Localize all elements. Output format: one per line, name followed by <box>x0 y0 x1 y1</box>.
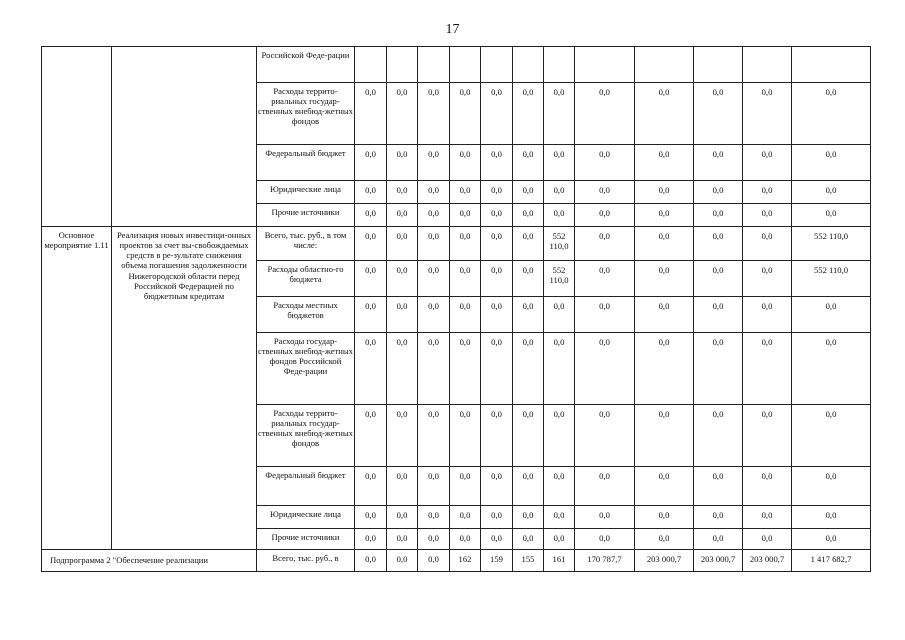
source-cell: Расходы областно-го бюджета <box>257 261 355 297</box>
value-cell: 0,0 <box>355 227 387 261</box>
source-cell: Федеральный бюджет <box>257 145 355 181</box>
value-cell: 0,0 <box>387 261 418 297</box>
source-cell: Российской Феде-рации <box>257 47 355 83</box>
value-cell: 0,0 <box>635 204 694 227</box>
value-cell <box>694 47 743 83</box>
value-cell <box>355 47 387 83</box>
value-cell: 0,0 <box>694 405 743 467</box>
value-cell: 0,0 <box>387 550 418 572</box>
table-row <box>42 227 871 261</box>
source-cell: Прочие источники <box>257 529 355 550</box>
value-cell: 0,0 <box>355 297 387 333</box>
value-cell: 0,0 <box>544 333 575 405</box>
value-cell: 552 110,0 <box>544 227 575 261</box>
value-cell: 0,0 <box>792 181 871 204</box>
value-cell: 0,0 <box>450 467 481 506</box>
value-cell: 0,0 <box>694 467 743 506</box>
value-cell: 0,0 <box>418 333 450 405</box>
value-cell: 0,0 <box>418 145 450 181</box>
measure-code: Основное мероприятие 1.11 <box>42 227 112 550</box>
value-cell: 0,0 <box>792 297 871 333</box>
value-cell: 0,0 <box>418 83 450 145</box>
value-cell: 0,0 <box>544 83 575 145</box>
value-cell: 0,0 <box>418 204 450 227</box>
value-cell: 203 000,7 <box>743 550 792 572</box>
value-cell: 0,0 <box>544 529 575 550</box>
value-cell: 0,0 <box>387 506 418 529</box>
source-cell: Расходы террито-риальных государ-ственных внебюд-жетных фондов <box>257 83 355 145</box>
value-cell: 0,0 <box>355 405 387 467</box>
value-cell: 0,0 <box>481 204 513 227</box>
value-cell: 0,0 <box>743 204 792 227</box>
value-cell: 0,0 <box>635 83 694 145</box>
value-cell: 0,0 <box>418 227 450 261</box>
value-cell: 0,0 <box>635 529 694 550</box>
value-cell: 0,0 <box>513 204 544 227</box>
value-cell: 552 110,0 <box>792 261 871 297</box>
value-cell: 0,0 <box>355 550 387 572</box>
value-cell: 0,0 <box>355 83 387 145</box>
value-cell: 0,0 <box>694 506 743 529</box>
value-cell: 0,0 <box>635 181 694 204</box>
value-cell: 0,0 <box>694 181 743 204</box>
value-cell: 0,0 <box>387 333 418 405</box>
empty-cell <box>112 47 257 227</box>
value-cell <box>450 47 481 83</box>
value-cell: 0,0 <box>694 145 743 181</box>
value-cell: 0,0 <box>387 227 418 261</box>
value-cell: 0,0 <box>635 227 694 261</box>
value-cell: 0,0 <box>481 261 513 297</box>
source-cell: Расходы местных бюджетов <box>257 297 355 333</box>
value-cell: 0,0 <box>575 405 635 467</box>
value-cell: 0,0 <box>743 467 792 506</box>
table-row <box>42 550 871 572</box>
value-cell: 0,0 <box>575 145 635 181</box>
value-cell: 0,0 <box>418 529 450 550</box>
source-cell: Всего, тыс. руб., в <box>257 550 355 572</box>
value-cell: 0,0 <box>513 181 544 204</box>
value-cell: 0,0 <box>481 83 513 145</box>
value-cell: 0,0 <box>635 145 694 181</box>
value-cell <box>635 47 694 83</box>
value-cell: 0,0 <box>387 405 418 467</box>
value-cell: 0,0 <box>743 83 792 145</box>
value-cell: 0,0 <box>513 83 544 145</box>
value-cell: 0,0 <box>387 204 418 227</box>
value-cell: 0,0 <box>694 261 743 297</box>
value-cell: 0,0 <box>544 181 575 204</box>
source-cell: Расходы террито-риальных государ-ственных внебюд-жетных фондов <box>257 405 355 467</box>
value-cell: 0,0 <box>418 297 450 333</box>
value-cell: 0,0 <box>792 204 871 227</box>
value-cell: 0,0 <box>792 405 871 467</box>
value-cell: 0,0 <box>743 181 792 204</box>
value-cell: 0,0 <box>418 467 450 506</box>
value-cell: 0,0 <box>743 145 792 181</box>
value-cell: 0,0 <box>635 333 694 405</box>
value-cell: 0,0 <box>513 467 544 506</box>
value-cell: 0,0 <box>694 204 743 227</box>
value-cell: 0,0 <box>355 261 387 297</box>
value-cell: 0,0 <box>544 405 575 467</box>
value-cell: 0,0 <box>575 261 635 297</box>
value-cell: 0,0 <box>387 467 418 506</box>
value-cell: 0,0 <box>450 83 481 145</box>
value-cell: 0,0 <box>450 145 481 181</box>
value-cell: 162 <box>450 550 481 572</box>
value-cell: 0,0 <box>387 181 418 204</box>
value-cell: 0,0 <box>450 333 481 405</box>
value-cell: 0,0 <box>450 297 481 333</box>
value-cell: 0,0 <box>575 506 635 529</box>
value-cell: 0,0 <box>418 506 450 529</box>
value-cell: 0,0 <box>450 529 481 550</box>
value-cell: 0,0 <box>387 83 418 145</box>
value-cell: 0,0 <box>544 297 575 333</box>
value-cell: 0,0 <box>575 467 635 506</box>
value-cell: 0,0 <box>743 405 792 467</box>
value-cell: 0,0 <box>481 529 513 550</box>
value-cell: 0,0 <box>513 261 544 297</box>
budget-table <box>41 46 871 572</box>
value-cell: 0,0 <box>544 506 575 529</box>
value-cell: 0,0 <box>513 405 544 467</box>
page-number: 17 <box>445 22 460 37</box>
source-cell: Юридические лица <box>257 506 355 529</box>
value-cell: 155 <box>513 550 544 572</box>
value-cell: 0,0 <box>450 181 481 204</box>
value-cell: 0,0 <box>575 333 635 405</box>
value-cell: 0,0 <box>694 297 743 333</box>
value-cell: 0,0 <box>450 261 481 297</box>
source-cell: Прочие источники <box>257 204 355 227</box>
value-cell <box>481 47 513 83</box>
source-cell: Расходы государ-ственных внебюд-жетных фондов Российской Феде-рации <box>257 333 355 405</box>
value-cell: 0,0 <box>792 333 871 405</box>
value-cell: 0,0 <box>743 297 792 333</box>
measure-description: Реализация новых инвестици-онных проектов за счет вы-свобождаемых средств в ре-зультате снижения объема погашения задолженности Нижегородской области перед Российской Федерацией по бюджетным кредитам <box>112 227 257 550</box>
value-cell: 0,0 <box>635 467 694 506</box>
value-cell: 0,0 <box>481 506 513 529</box>
value-cell: 0,0 <box>513 297 544 333</box>
value-cell: 0,0 <box>694 529 743 550</box>
value-cell: 0,0 <box>694 83 743 145</box>
value-cell: 159 <box>481 550 513 572</box>
value-cell: 0,0 <box>355 467 387 506</box>
empty-cell <box>42 47 112 227</box>
value-cell: 0,0 <box>792 145 871 181</box>
value-cell: 0,0 <box>743 227 792 261</box>
value-cell: 0,0 <box>418 181 450 204</box>
value-cell: 0,0 <box>387 145 418 181</box>
value-cell: 0,0 <box>418 261 450 297</box>
value-cell: 0,0 <box>575 297 635 333</box>
value-cell: 0,0 <box>481 405 513 467</box>
value-cell: 0,0 <box>513 145 544 181</box>
value-cell: 203 000,7 <box>635 550 694 572</box>
value-cell: 0,0 <box>481 227 513 261</box>
value-cell: 0,0 <box>387 297 418 333</box>
value-cell: 0,0 <box>544 204 575 227</box>
value-cell: 0,0 <box>481 297 513 333</box>
value-cell: 0,0 <box>355 506 387 529</box>
value-cell: 0,0 <box>355 529 387 550</box>
value-cell: 0,0 <box>513 529 544 550</box>
subprogram-label: Подпрограмма 2 "Обеспечение реализации <box>42 550 257 572</box>
value-cell: 0,0 <box>792 506 871 529</box>
value-cell <box>418 47 450 83</box>
value-cell: 0,0 <box>575 227 635 261</box>
value-cell <box>575 47 635 83</box>
value-cell: 0,0 <box>418 550 450 572</box>
value-cell: 0,0 <box>635 297 694 333</box>
value-cell: 0,0 <box>743 261 792 297</box>
value-cell: 161 <box>544 550 575 572</box>
budget-table-body <box>42 47 871 572</box>
value-cell: 0,0 <box>743 506 792 529</box>
value-cell: 0,0 <box>355 145 387 181</box>
source-cell: Юридические лица <box>257 181 355 204</box>
value-cell: 0,0 <box>513 227 544 261</box>
value-cell: 0,0 <box>544 467 575 506</box>
value-cell: 0,0 <box>481 333 513 405</box>
source-cell: Всего, тыс. руб., в том числе: <box>257 227 355 261</box>
value-cell: 0,0 <box>575 83 635 145</box>
value-cell: 0,0 <box>694 227 743 261</box>
value-cell: 0,0 <box>355 204 387 227</box>
value-cell: 203 000,7 <box>694 550 743 572</box>
value-cell: 170 787,7 <box>575 550 635 572</box>
value-cell: 0,0 <box>635 405 694 467</box>
value-cell: 0,0 <box>792 83 871 145</box>
source-cell: Федеральный бюджет <box>257 467 355 506</box>
value-cell: 0,0 <box>792 467 871 506</box>
table-row <box>42 47 871 83</box>
value-cell: 0,0 <box>450 204 481 227</box>
value-cell: 0,0 <box>450 227 481 261</box>
value-cell: 552 110,0 <box>792 227 871 261</box>
value-cell <box>544 47 575 83</box>
value-cell: 0,0 <box>418 405 450 467</box>
value-cell: 0,0 <box>355 181 387 204</box>
value-cell: 0,0 <box>575 204 635 227</box>
value-cell: 0,0 <box>544 145 575 181</box>
value-cell: 0,0 <box>450 506 481 529</box>
value-cell: 0,0 <box>694 333 743 405</box>
value-cell: 0,0 <box>575 529 635 550</box>
value-cell <box>387 47 418 83</box>
value-cell: 0,0 <box>481 181 513 204</box>
value-cell <box>792 47 871 83</box>
value-cell: 0,0 <box>792 529 871 550</box>
value-cell: 0,0 <box>355 333 387 405</box>
value-cell: 0,0 <box>450 405 481 467</box>
value-cell: 1 417 682,7 <box>792 550 871 572</box>
value-cell: 0,0 <box>635 506 694 529</box>
value-cell: 0,0 <box>635 261 694 297</box>
value-cell: 0,0 <box>575 181 635 204</box>
value-cell: 0,0 <box>481 145 513 181</box>
value-cell: 0,0 <box>513 506 544 529</box>
value-cell: 0,0 <box>743 333 792 405</box>
value-cell <box>743 47 792 83</box>
value-cell: 0,0 <box>481 467 513 506</box>
value-cell: 552 110,0 <box>544 261 575 297</box>
value-cell: 0,0 <box>387 529 418 550</box>
value-cell: 0,0 <box>743 529 792 550</box>
value-cell: 0,0 <box>513 333 544 405</box>
value-cell <box>513 47 544 83</box>
